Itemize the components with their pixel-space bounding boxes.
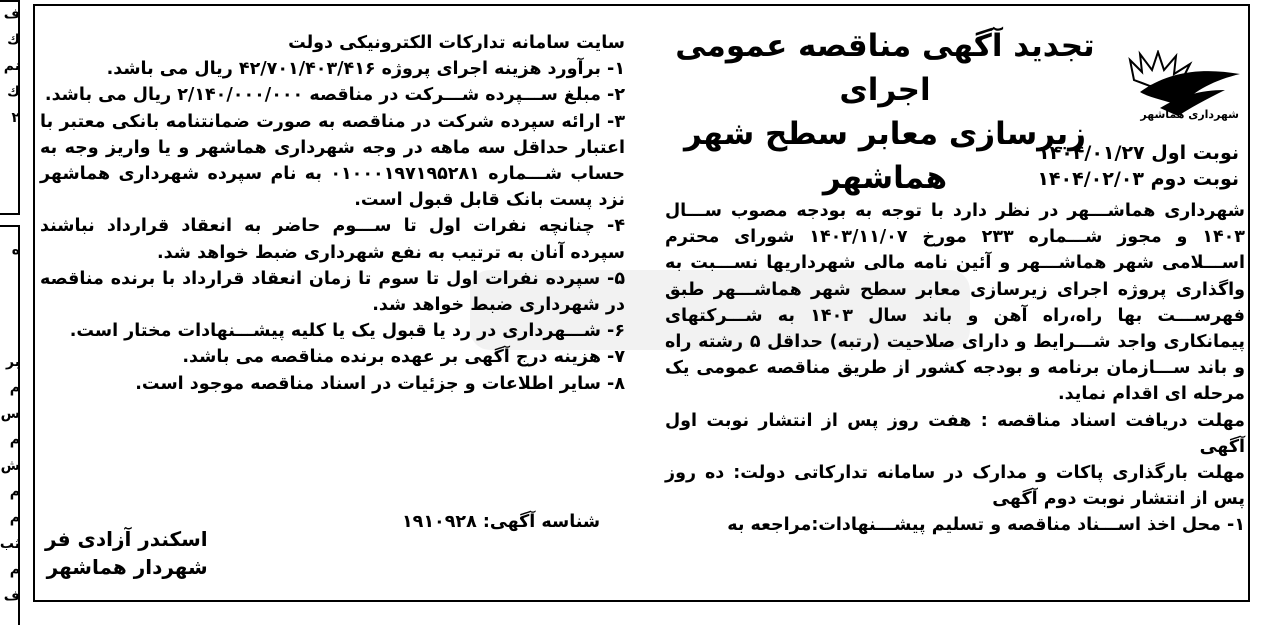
strip-line: ف xyxy=(3,6,20,22)
paragraph-item-retention: ۵- سپرده نفرات اول تا سوم تا زمان انعقاد قرارداد با برنده مناقصه در شهرداری ضبط خواهد شد. xyxy=(40,268,625,316)
logo-caption: شهرداری هماشهر xyxy=(1140,108,1239,121)
paragraph-item-cost: ۱- برآورد هزینه اجرای پروژه ۴۲/۷۰۱/۴۰۳/۴۱۶ ریال می باشد. xyxy=(106,59,625,80)
right-column xyxy=(665,198,1245,539)
title-line: زیرسازی معابر سطح شهر هماشهر xyxy=(683,116,1087,196)
strip-line: بر xyxy=(6,354,20,370)
ad-id: شناسه آگهی: ۱۹۱۰۹۲۸ xyxy=(402,512,601,532)
strip-line: ش xyxy=(0,458,20,474)
signature-block xyxy=(45,525,208,581)
paragraph-upload-deadline: مهلت بارگذاری پاکات و مدارک در سامانه تدارکاتی دولت: ده روز پس از انتشار نوبت دوم آگهی xyxy=(665,463,1245,510)
paragraph-item-1: ۱- محل اخذ اســـناد مناقصه و تسلیم پیشـــنهادات:مراجعه به xyxy=(727,515,1245,536)
strip-line: س xyxy=(0,406,20,422)
signer-name: اسکندر آزادی فر xyxy=(45,527,208,551)
signer-role: شهردار هماشهر xyxy=(46,555,208,579)
title-line: تجدید آگهی مناقصه عمومی اجرای xyxy=(675,28,1095,108)
publication-rounds xyxy=(919,140,1239,192)
round-second: نوبت دوم ۱۴۰۴/۰۲/۰۳ xyxy=(1037,168,1239,190)
strip-line: ۲ xyxy=(11,110,20,126)
strip-line: ثب xyxy=(0,536,20,552)
round-first: نوبت اول ۱۴۰۴/۰۱/۲۷ xyxy=(1038,142,1239,164)
strip-line: ف xyxy=(3,588,20,604)
paragraph-site: سایت سامانه تدارکات الکترونیکی دولت xyxy=(288,33,625,53)
strip-line: م xyxy=(9,484,20,500)
paragraph-item-deposit: ۲- مبلغ ســـپرده شـــرکت در مناقصه ۲/۱۴۰/۰۰۰/۰۰۰ ریال می باشد. xyxy=(44,85,625,106)
strip-line: م xyxy=(9,562,20,578)
strip-line: م xyxy=(9,432,20,448)
paragraph-item-forfeit: ۴- چنانچه نفرات اول تا ســـوم حاضر به انعقاد قرارداد نباشند سپرده آنان به ترتیب به نفع شهرداری ضبط خواهد شد. xyxy=(40,216,625,263)
paragraph-item-ad-cost: ۷- هزینه درج آگهی بر عهده برنده مناقصه می باشد. xyxy=(182,347,625,368)
adjacent-ad-strip xyxy=(0,0,22,625)
strip-line: ه xyxy=(11,242,20,258)
paragraph-docs-deadline: مهلت دریافت اسناد مناقصه : هفت روز پس از انتشار نوبت اول آگهی xyxy=(665,410,1245,457)
paragraph-item-other: ۸- سایر اطلاعات و جزئیات در اسناد مناقصه موجود است. xyxy=(135,373,625,394)
paragraph-intro: شهرداری هماشـــهر در نظر دارد با توجه به بودجه مصوب ســـال ۱۴۰۳ و مجوز شـــماره ۲۳۳ مورخ ۱۴۰۳/۱۱/۰۷ شورای محترم اســـلامی شهر هماشـــهر و آئین نامه مالی شهرداریها نســـبت به واگذاری پروژه اجرای زیرسازی معابر سطح شهر هماشـــهر طبق فهرســـت بها راه،راه آهن و باند سال ۱۴۰۳ به شـــرکتهای پیمانکاری واجد شـــرایط و دارای صلاحیت (رتبه) حداقل ۵ رشته راه و باند ســـازمان برنامه و بودجه کشور از طریق مناقصه عمومی یک مرحله ای اقدام نماید. xyxy=(665,201,1245,405)
left-column xyxy=(40,30,625,397)
strip-line: م xyxy=(9,510,20,526)
paragraph-item-guarantee: ۳- ارائه سپرده شرکت در مناقصه به صورت ضمانتنامه بانکی معتبر با اعتبار حداقل سه ماهه در وجه شهرداری هماشهر و یا واریز وجه به حساب شـــماره ۰۱۰۰۰۱۹۷۱۹۵۲۸۱ به نام سپرده شهرداری هماشهر نزد پست بانک قابل قبول است. xyxy=(40,111,626,211)
strip-line: نم xyxy=(3,58,20,74)
strip-line: ك xyxy=(7,84,20,100)
paragraph-item-rights: ۶- شـــهرداری در رد یا قبول یک یا کلیه پیشـــنهادات مختار است. xyxy=(69,321,625,342)
strip-line: م xyxy=(9,380,20,396)
strip-line: ك xyxy=(7,32,20,48)
